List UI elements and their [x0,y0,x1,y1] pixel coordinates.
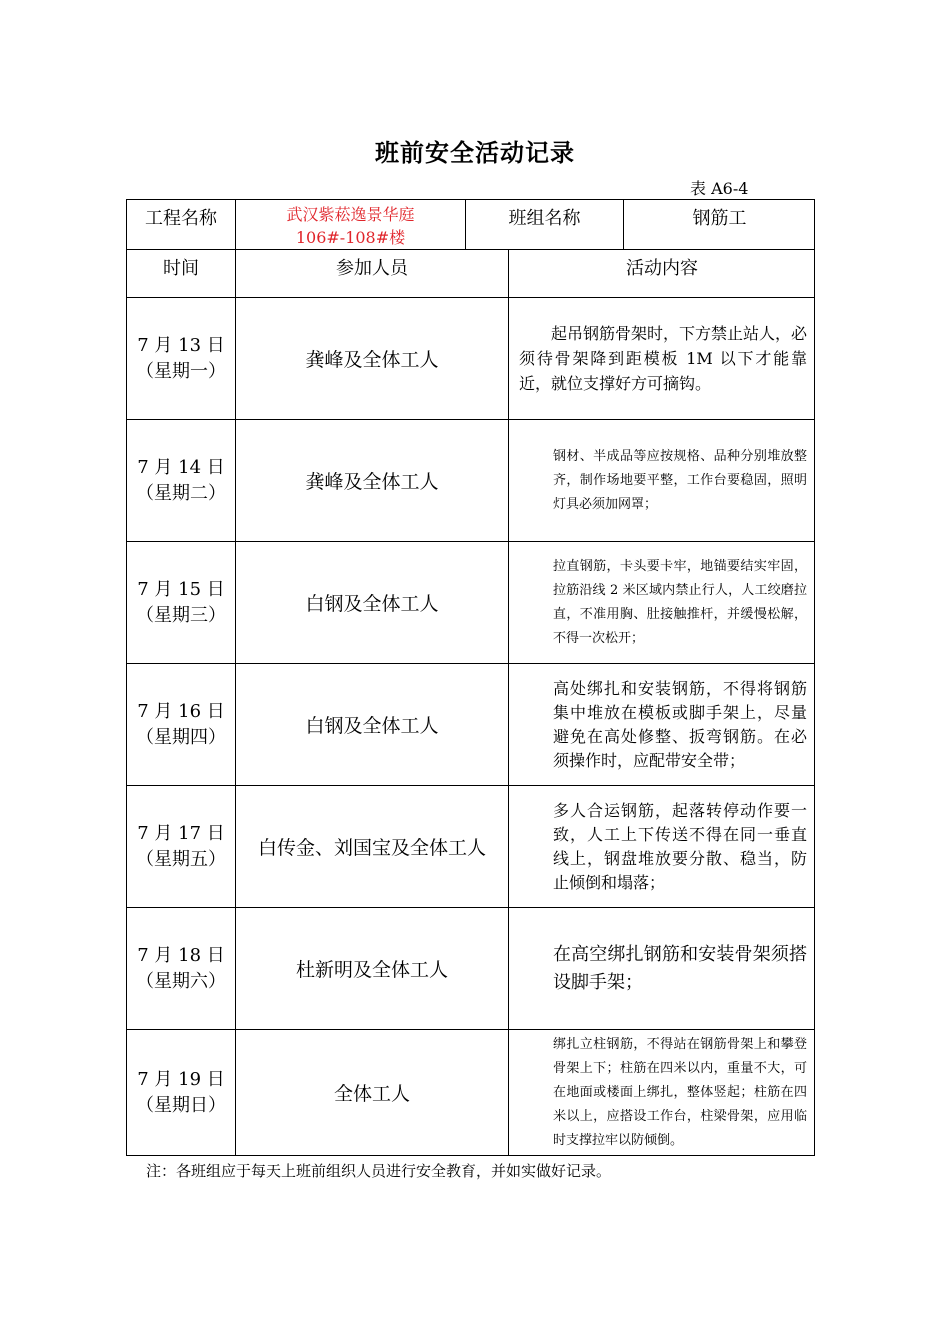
team-label: 班组名称 [466,200,624,250]
table-row-people: 龚峰及全体工人 [236,420,509,542]
project-value: 武汉紫菘逸景华庭 106#-108#楼 [236,200,466,250]
activity-text: 多人合运钢筋，起落转停动作要一致，人工上下传送不得在同一垂直线上，钢盘堆放要分散、稳当，防止倾倒和塌落； [553,800,807,892]
table-row-activity [509,298,815,420]
table-row-people: 全体工人 [236,1030,509,1155]
table-row-date [127,664,236,786]
table-row-activity [509,664,815,786]
weekday-text: （星期五） [136,848,226,870]
col-activity: 活动内容 [509,250,815,298]
table-row-date [127,1030,236,1155]
team-value: 钢筋工 [624,200,815,250]
table-row-activity [509,786,815,908]
activity-text: 钢材、半成品等应按规格、品种分别堆放整齐，制作场地要平整，工作台要稳固，照明灯具必须加网罩； [553,448,807,512]
table-row-people: 杜新明及全体工人 [236,908,509,1030]
weekday-text: （星期四） [136,726,226,748]
date-text: 7 月 17 日 [137,822,225,844]
activity-text: 绑扎立柱钢筋，不得站在钢筋骨架上和攀登骨架上下；柱筋在四米以内，重量不大，可在地面或楼面上绑扎，整体竖起；柱筋在四米以上，应搭设工作台，柱梁骨架，应用临时支撑拉牢以防倾倒。 [553,1036,807,1148]
weekday-text: （星期三） [136,604,226,626]
date-text: 7 月 13 日 [137,334,225,356]
table-row-people: 白传金、刘国宝及全体工人 [236,786,509,908]
date-text: 7 月 14 日 [137,456,225,478]
footer-note: 注：各班组应于每天上班前组织人员进行安全教育，并如实做好记录。 [146,1162,612,1180]
table-row-activity [509,908,815,1030]
table-row-people: 白钢及全体工人 [236,542,509,664]
table-row-people: 龚峰及全体工人 [236,298,509,420]
project-label: 工程名称 [127,200,236,250]
activity-text: 起吊钢筋骨架时，下方禁止站人，必须待骨架降到距模板 1M 以下才能靠近，就位支撑好方可摘钩。 [519,324,808,393]
page-title: 班前安全活动记录 [375,139,575,167]
date-text: 7 月 19 日 [137,1068,225,1090]
table-row-date [127,786,236,908]
activity-text: 高处绑扎和安装钢筋，不得将钢筋集中堆放在模板或脚手架上，尽量避免在高处修整、扳弯钢筋。在必须操作时，应配带安全带； [553,678,807,770]
activity-text: 在高空绑扎钢筋和安装骨架须搭设脚手架； [553,943,807,993]
table-row-activity [509,1030,815,1155]
col-time: 时间 [127,250,236,298]
record-table [126,199,815,1156]
weekday-text: （星期一） [136,360,226,382]
table-row-people: 白钢及全体工人 [236,664,509,786]
date-text: 7 月 15 日 [137,578,225,600]
table-row-date [127,908,236,1030]
table-row-activity [509,542,815,664]
weekday-text: （星期二） [136,482,226,504]
date-text: 7 月 18 日 [137,944,225,966]
form-number: 表 A6-4 [690,179,749,198]
activity-text: 拉直钢筋，卡头要卡牢，地锚要结实牢固，拉筋沿线 2 米区域内禁止行人，人工绞磨拉直，不准用胸、肚接触推杆，并缓慢松解，不得一次松开； [553,558,807,646]
col-people: 参加人员 [236,250,509,298]
weekday-text: （星期六） [136,970,226,992]
table-row-date [127,542,236,664]
table-row-date [127,298,236,420]
table-row-date [127,420,236,542]
date-text: 7 月 16 日 [137,700,225,722]
table-row-activity [509,420,815,542]
weekday-text: （星期日） [136,1094,226,1116]
